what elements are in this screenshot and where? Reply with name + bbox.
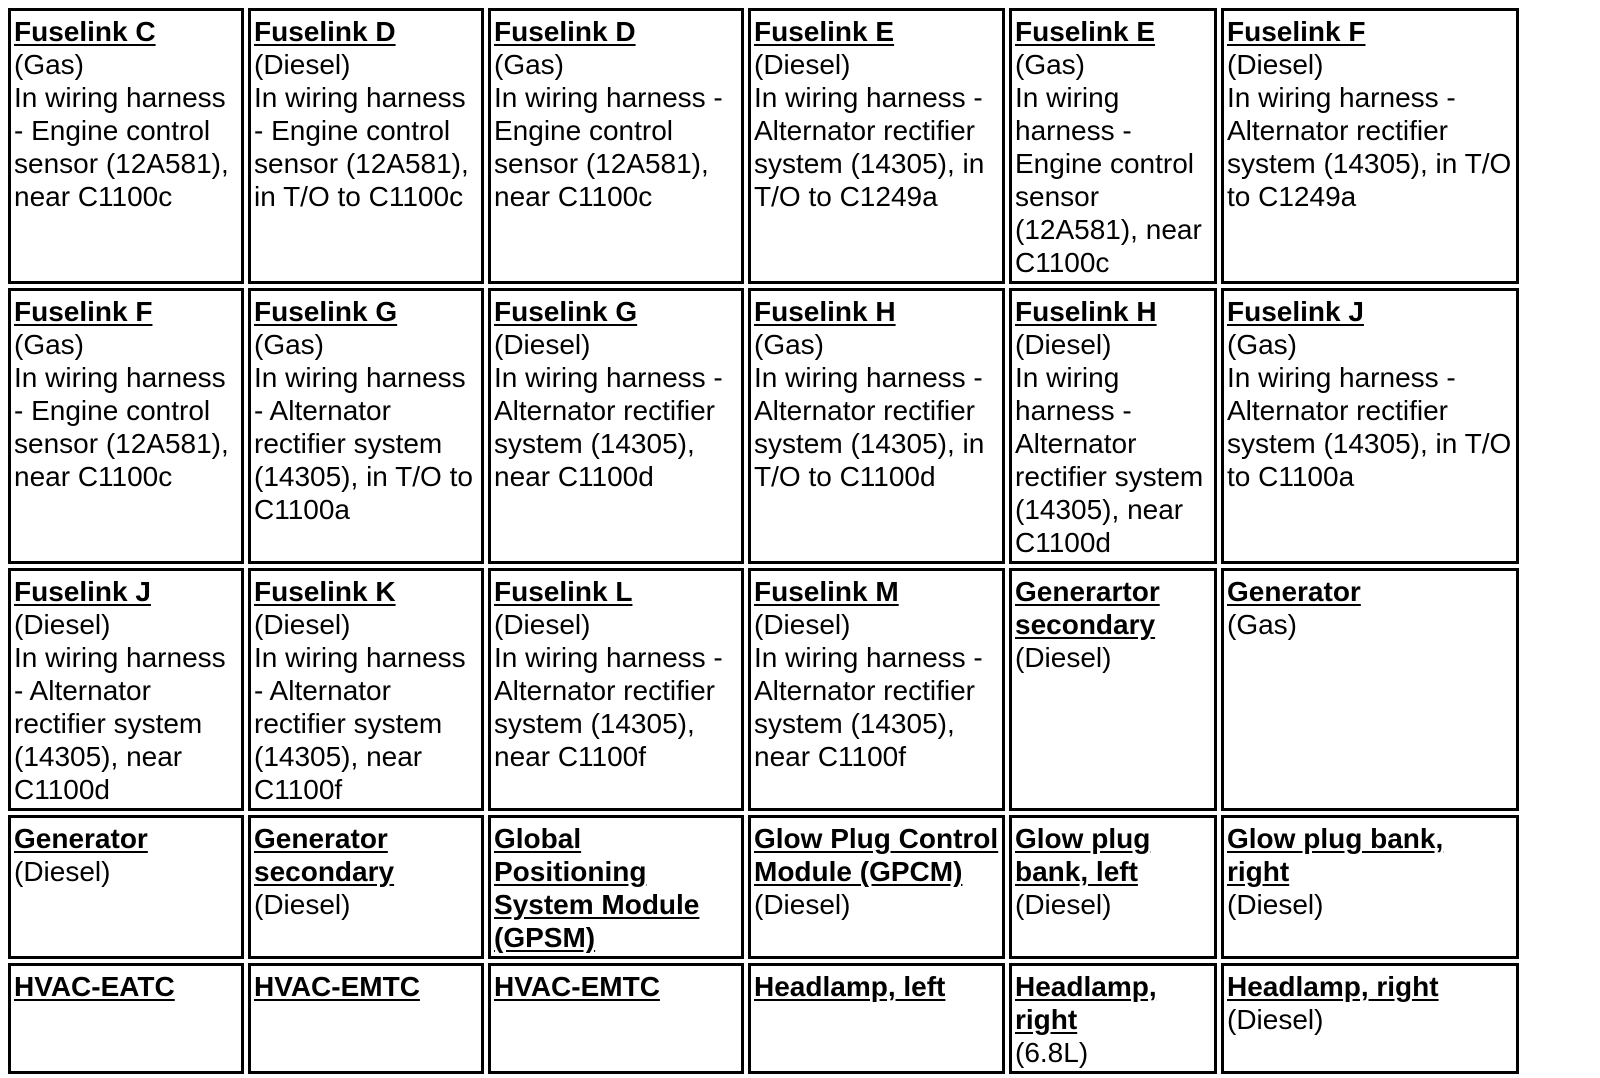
table-cell — [1221, 8, 1519, 284]
variant-label: (Diesel) — [494, 609, 591, 640]
variant-label: (Diesel) — [14, 856, 111, 887]
component-link[interactable]: Fuselink J — [14, 576, 151, 607]
variant-label: (Diesel) — [254, 889, 351, 920]
location-description: In wiring harness - Engine control sensor (12A581), near C1100c — [1015, 82, 1202, 278]
component-link[interactable]: Headlamp, right — [1227, 971, 1439, 1002]
variant-label: (Gas) — [14, 49, 84, 80]
component-link[interactable]: Fuselink C — [14, 16, 156, 47]
component-link[interactable]: Glow plug bank, left — [1015, 823, 1151, 887]
component-link[interactable]: HVAC-EATC — [14, 971, 175, 1002]
location-description: In wiring harness - Alternator rectifier system (14305), in T/O to C1100d — [754, 362, 985, 492]
component-link[interactable]: Fuselink E — [754, 16, 895, 47]
table-cell — [488, 963, 744, 1074]
table-cell — [748, 8, 1005, 284]
location-description: In wiring harness - Engine control sensor (12A581), near C1100c — [14, 82, 229, 212]
variant-label: (Gas) — [14, 329, 84, 360]
component-link[interactable]: Headlamp, right — [1015, 971, 1157, 1035]
component-link[interactable]: Generartor secondary — [1015, 576, 1160, 640]
variant-label: (Diesel) — [1015, 642, 1112, 673]
variant-label: (Diesel) — [1227, 49, 1324, 80]
component-link[interactable]: Generator — [1227, 576, 1361, 607]
location-description: In wiring harness - Alternator rectifier system (14305), near C1100f — [254, 642, 466, 805]
table-cell — [488, 815, 744, 959]
component-link[interactable]: Fuselink F — [1227, 16, 1366, 47]
table-row — [8, 8, 1519, 284]
table-cell — [488, 8, 744, 284]
location-description: In wiring harness - Engine control sensor (12A581), near C1100c — [494, 82, 723, 212]
component-link[interactable]: Headlamp, left — [754, 971, 946, 1002]
variant-label: (6.8L) — [1015, 1037, 1089, 1068]
location-description: In wiring harness - Alternator rectifier system (14305), in T/O to C1100a — [1227, 362, 1512, 492]
variant-label: (Diesel) — [1015, 329, 1112, 360]
table-cell — [248, 288, 484, 564]
table-cell — [248, 8, 484, 284]
table-cell — [8, 963, 244, 1074]
table-cell — [8, 815, 244, 959]
component-link[interactable]: Fuselink D — [254, 16, 396, 47]
component-link[interactable]: Glow plug bank, right — [1227, 823, 1444, 887]
table-cell — [748, 963, 1005, 1074]
location-description: In wiring harness - Alternator rectifier system (14305), near C1100f — [754, 642, 983, 772]
component-link[interactable]: Fuselink H — [754, 296, 896, 327]
table-cell — [1009, 963, 1217, 1074]
table-cell — [1009, 568, 1217, 811]
variant-label: (Gas) — [494, 49, 564, 80]
table-cell — [248, 963, 484, 1074]
variant-label: (Gas) — [1015, 49, 1085, 80]
component-link[interactable]: Global Positioning System Module (GPSM) — [494, 823, 700, 953]
table-cell — [488, 568, 744, 811]
table-cell — [248, 815, 484, 959]
table-cell — [8, 568, 244, 811]
component-link[interactable]: HVAC-EMTC — [254, 971, 420, 1002]
location-description: In wiring harness - Alternator rectifier system (14305), near C1100d — [1015, 362, 1204, 558]
table-row — [8, 963, 1519, 1074]
table-row — [8, 288, 1519, 564]
variant-label: (Diesel) — [1015, 889, 1112, 920]
table-cell — [748, 568, 1005, 811]
component-link[interactable]: Fuselink H — [1015, 296, 1157, 327]
table-cell — [1009, 8, 1217, 284]
table-cell — [488, 288, 744, 564]
variant-label: (Diesel) — [754, 609, 851, 640]
component-link[interactable]: Fuselink J — [1227, 296, 1364, 327]
variant-label: (Diesel) — [754, 889, 851, 920]
variant-label: (Diesel) — [754, 49, 851, 80]
component-link[interactable]: Fuselink D — [494, 16, 636, 47]
table-cell — [1221, 568, 1519, 811]
component-link[interactable]: Fuselink M — [754, 576, 899, 607]
variant-label: (Gas) — [254, 329, 324, 360]
variant-label: (Gas) — [754, 329, 824, 360]
variant-label: (Diesel) — [14, 609, 111, 640]
table-cell — [1009, 288, 1217, 564]
table-cell — [1009, 815, 1217, 959]
variant-label: (Diesel) — [1227, 1004, 1324, 1035]
location-table — [4, 4, 1523, 1078]
variant-label: (Gas) — [1227, 609, 1297, 640]
component-link[interactable]: Generator — [14, 823, 148, 854]
component-link[interactable]: Fuselink L — [494, 576, 633, 607]
table-row — [8, 815, 1519, 959]
variant-label: (Gas) — [1227, 329, 1297, 360]
location-description: In wiring harness - Alternator rectifier system (14305), in T/O to C1249a — [1227, 82, 1512, 212]
location-description: In wiring harness - Engine control sensor (12A581), in T/O to C1100c — [254, 82, 469, 212]
table-cell — [1221, 815, 1519, 959]
table-cell — [248, 568, 484, 811]
location-description: In wiring harness - Engine control sensor (12A581), near C1100c — [14, 362, 229, 492]
location-description: In wiring harness - Alternator rectifier system (14305), in T/O to C1100a — [254, 362, 473, 525]
component-link[interactable]: Fuselink E — [1015, 16, 1156, 47]
component-link[interactable]: Fuselink K — [254, 576, 396, 607]
variant-label: (Diesel) — [254, 49, 351, 80]
component-link[interactable]: Fuselink F — [14, 296, 153, 327]
table-cell — [8, 8, 244, 284]
table-cell — [1221, 963, 1519, 1074]
component-link[interactable]: HVAC-EMTC — [494, 971, 660, 1002]
table-cell — [748, 815, 1005, 959]
table-row — [8, 568, 1519, 811]
table-cell — [8, 288, 244, 564]
component-link[interactable]: Generator secondary — [254, 823, 395, 887]
location-description: In wiring harness - Alternator rectifier system (14305), near C1100f — [494, 642, 723, 772]
location-description: In wiring harness - Alternator rectifier system (14305), near C1100d — [494, 362, 723, 492]
table-cell — [1221, 288, 1519, 564]
component-link[interactable]: Fuselink G — [494, 296, 638, 327]
component-link[interactable]: Glow Plug Control Module (GPCM) — [754, 823, 999, 887]
location-description: In wiring harness - Alternator rectifier system (14305), near C1100d — [14, 642, 226, 805]
table-cell — [748, 288, 1005, 564]
component-link[interactable]: Fuselink G — [254, 296, 398, 327]
variant-label: (Diesel) — [254, 609, 351, 640]
location-description: In wiring harness - Alternator rectifier system (14305), in T/O to C1249a — [754, 82, 985, 212]
variant-label: (Diesel) — [1227, 889, 1324, 920]
variant-label: (Diesel) — [494, 329, 591, 360]
